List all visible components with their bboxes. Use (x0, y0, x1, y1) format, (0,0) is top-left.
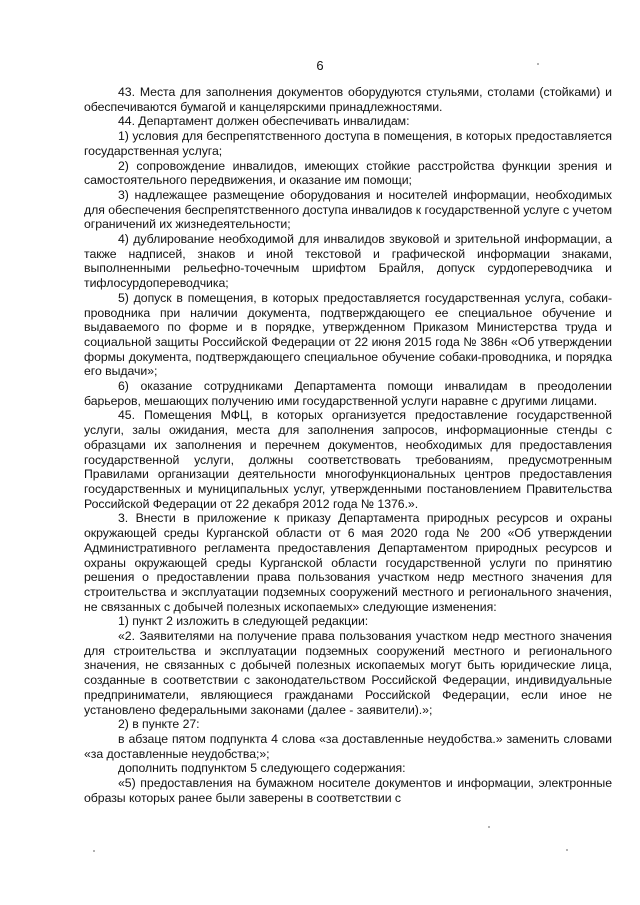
amendment-paragraph: в абзаце пятом подпункта 4 слова «за доставленные неудобства.» заменить словами «за доставленные неудобства;»; (84, 731, 612, 761)
paragraph-43: 43. Места для заполнения документов оборудуются стульями, столами (стойками) и обеспечиваются бумагой и канцелярскими принадлежностями. (84, 85, 612, 114)
scan-speck (488, 826, 490, 828)
list-item-3-1: 1) пункт 2 изложить в следующей редакции: (118, 614, 369, 629)
list-item-3-2: 2) в пункте 27: (118, 717, 200, 732)
scan-speck (93, 850, 95, 852)
list-item-44-4: 4) дублирование необходимой для инвалидов звуковой и зрительной информации, а также надписей, знаков и иной текстовой и графической информации знаками, выполненными рельефно-точечным шрифтом Брайля, допуск сурдопереводчика и тифлосурдопереводчика; (84, 232, 612, 291)
paragraph-44: 44. Департамент должен обеспечивать инвалидам: (118, 114, 410, 129)
page-number: 6 (316, 58, 324, 73)
paragraph-45: 45. Помещения МФЦ, в которых организуется предоставление государственной услуги, залы ожидания, места для заполнения запросов, информационные стенды с образцами их заполнения и перечнем документов, необходимых для предоставления государственной услуги, должны соответствовать требованиям, предусмотренным Правилами организации деятельности многофункциональных центров предоставления государственных и муниципальных услуг, утвержденными постановлением Правительства Российской Федерации от 22 декабря 2012 года № 1376.». (84, 408, 612, 511)
list-item-44-5: 5) допуск в помещения, в которых предоставляется государственная услуга, собаки-проводника при наличии документа, подтверждающего ее специальное обучение и выдаваемого по форме и в порядке, утвержденном Приказом Министерства труда и социальной защиты Российской Федерации от 22 июня 2015 года № 386н «Об утверждении формы документа, подтверждающего специальное обучение собаки-проводника, и порядка его выдачи»; (84, 290, 612, 379)
quoted-paragraph-2: «2. Заявителями на получение права пользования участком недр местного значения для строительства и эксплуатации подземных сооружений местного и регионального значения, не связанных с добычей полезных ископаемых могут быть юридические лица, созданные в соответствии с законодательством Российской Федерации, индивидуальные предприниматели, являющиеся гражданами Российской Федерации, если иное не установлено федеральными законами (далее - заявители).»; (84, 629, 612, 717)
list-item-44-1: 1) условия для беспрепятственного доступа в помещения, в которых предоставляется государственная услуга; (84, 129, 612, 158)
amendment-intro: дополнить подпунктом 5 следующего содержания: (118, 761, 406, 776)
scan-speck (566, 849, 568, 851)
scan-speck (537, 63, 539, 65)
list-item-44-6: 6) оказание сотрудниками Департамента помощи инвалидам в преодолении барьеров, мешающих получению ими государственной услуги наравне с другими лицами. (84, 379, 612, 408)
list-item-44-3: 3) надлежащее размещение оборудования и носителей информации, необходимых для обеспечения беспрепятственного доступа инвалидов к государственной услуге с учетом ограничений их жизнедеятельности; (84, 187, 612, 232)
paragraph-section-3: 3. Внести в приложение к приказу Департамента природных ресурсов и охраны окружающей среды Курганской области от 6 мая 2020 года № 200 «Об утверждении Административного регламента предоставления Департаментом природных ресурсов и охраны окружающей среды Курганской области государственной услуги по принятию решения о предоставлении права пользования участком недр местного значения для строительства и эксплуатации подземных сооружений местного и регионального значения, не связанных с добычей полезных ископаемых» следующие изменения: (84, 511, 612, 614)
list-item-44-2: 2) сопровождение инвалидов, имеющих стойкие расстройства функции зрения и самостоятельного передвижения, и оказание им помощи; (84, 158, 612, 188)
quoted-subparagraph-5: «5) предоставления на бумажном носителе документов и информации, электронные образы которых ранее были заверены в соответствии с (84, 776, 612, 805)
document-body (84, 85, 612, 805)
